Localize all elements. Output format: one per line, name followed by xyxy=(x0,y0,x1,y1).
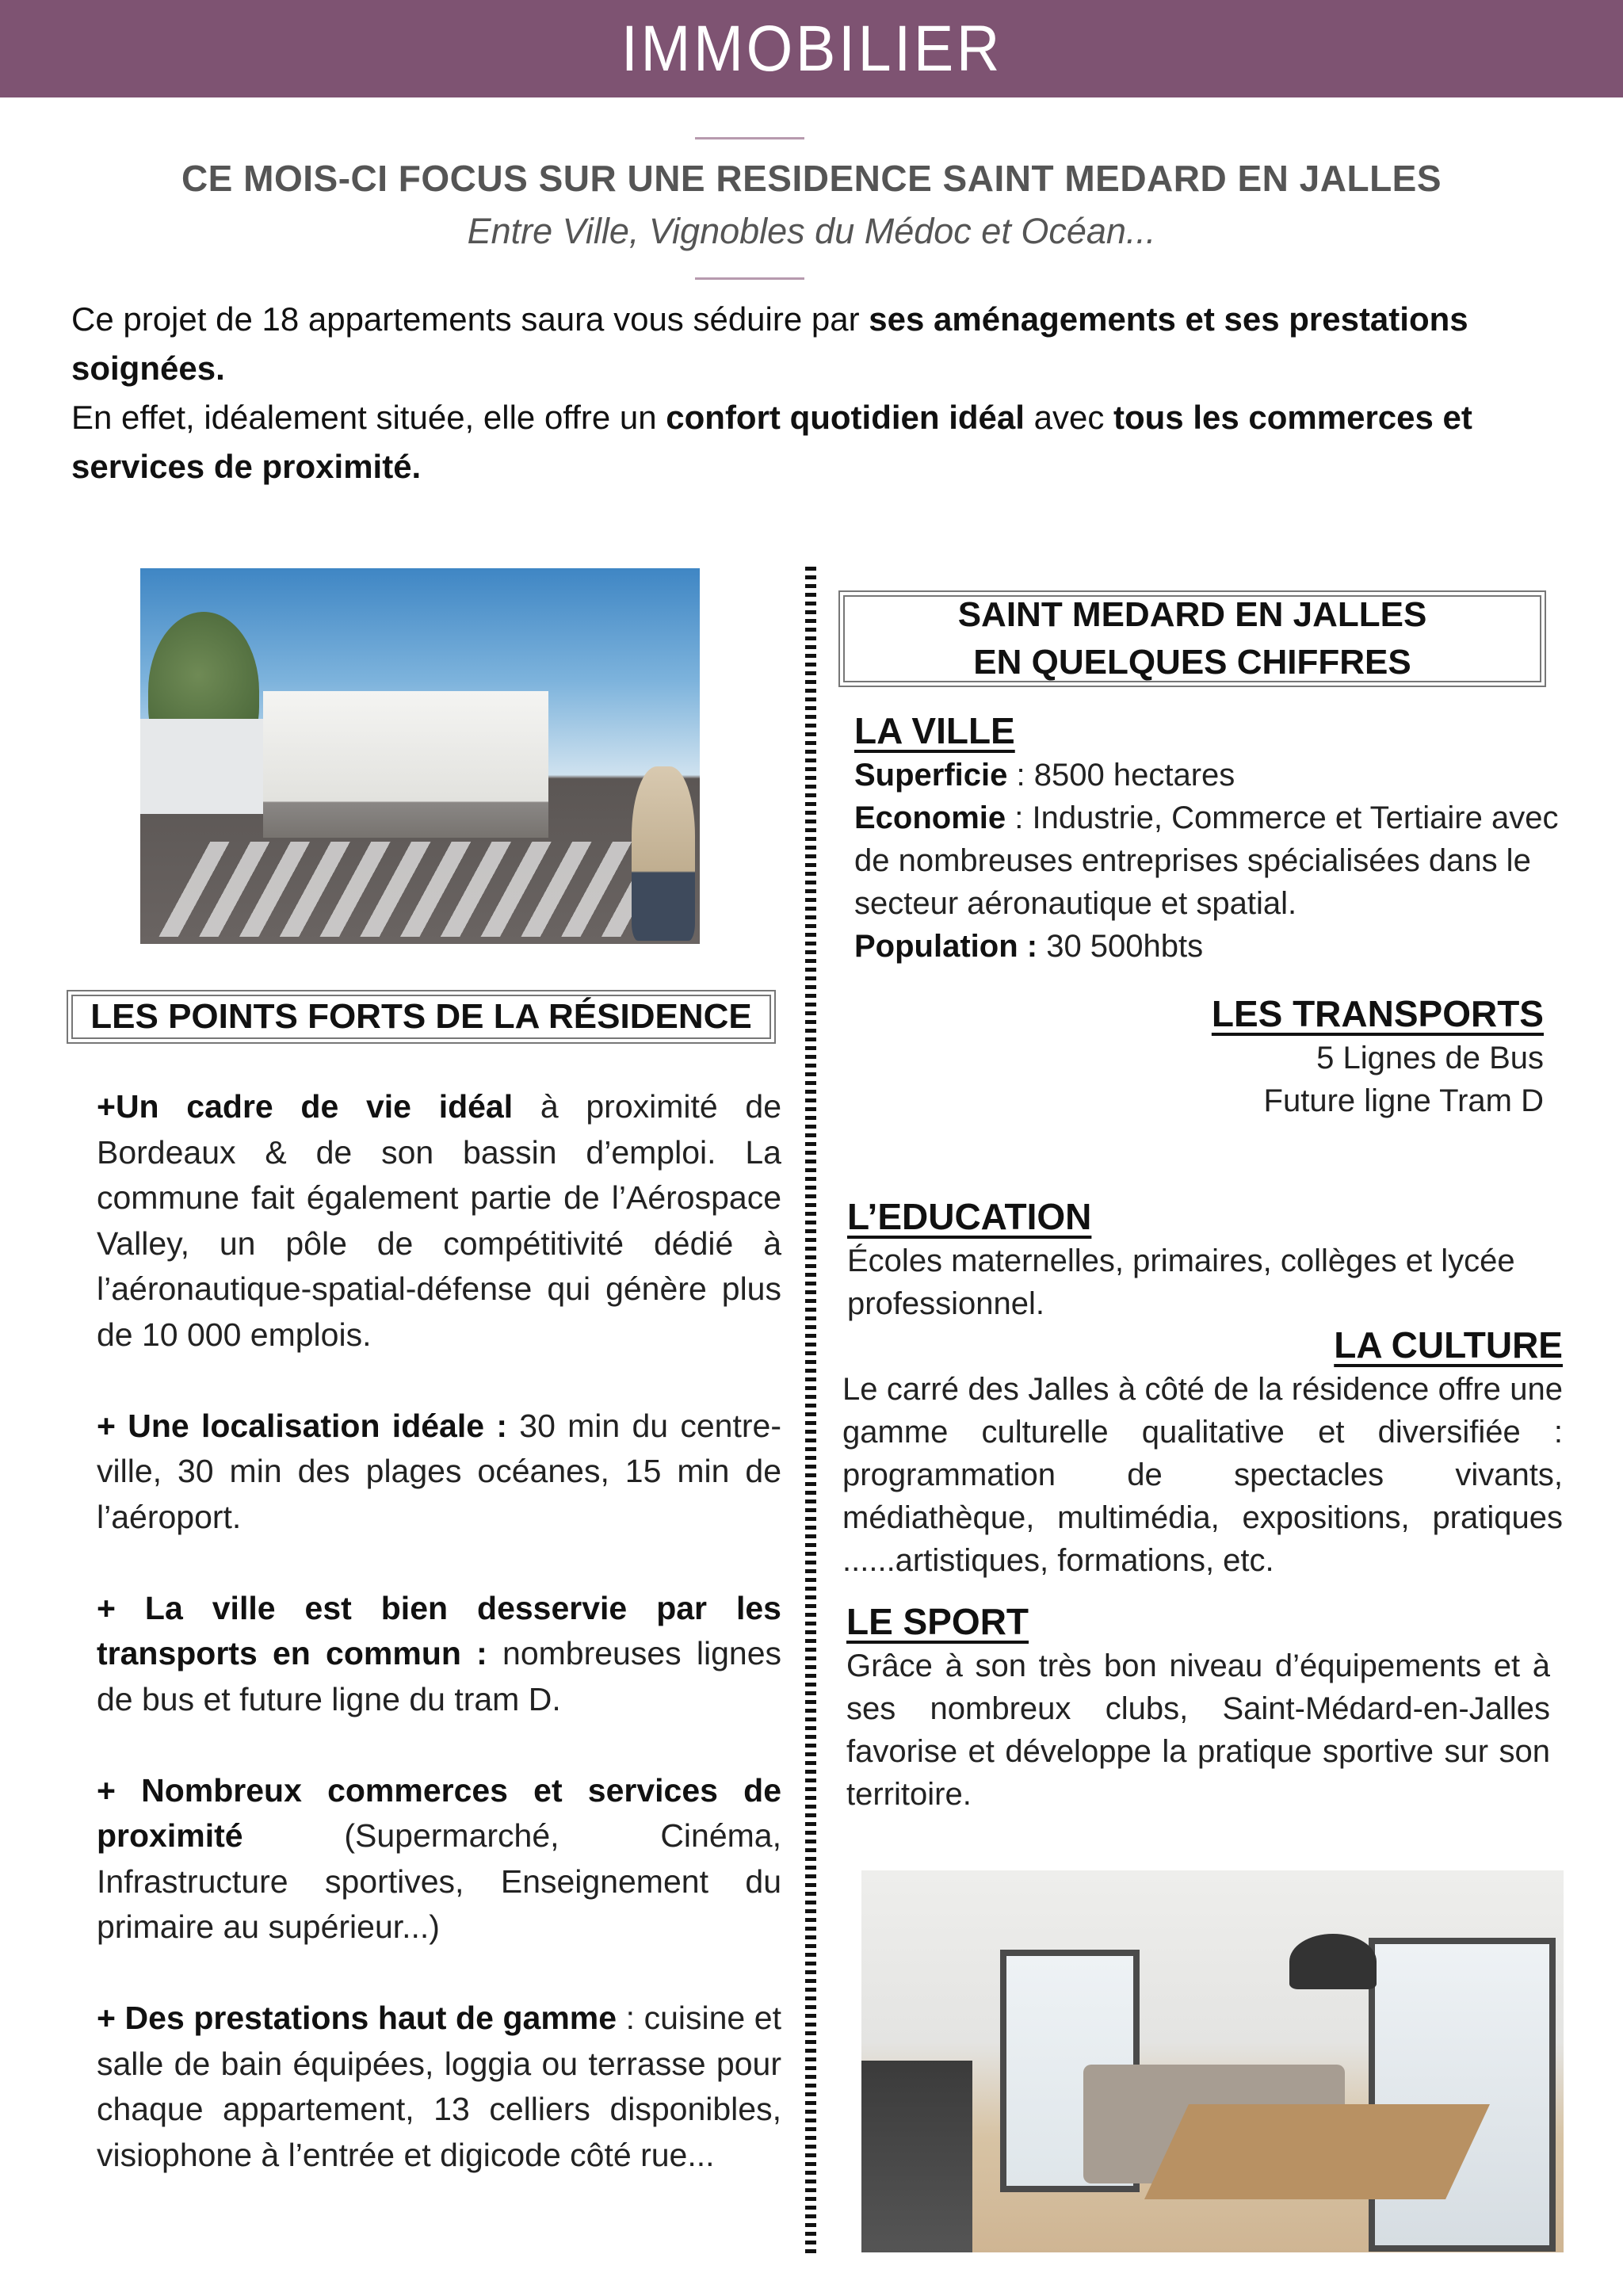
culture-heading: LA CULTURE xyxy=(1334,1324,1563,1366)
intro-text: Ce projet de 18 appartements saura vous séduire par xyxy=(71,300,869,338)
point-text: 30 min du centre-ville, 30 min des plages océanes, 15 min de l’aéroport. xyxy=(97,1407,781,1535)
pendant-lamp-shape xyxy=(1289,1934,1377,1989)
decorative-rule-top xyxy=(695,137,804,139)
kitchen-shape xyxy=(861,2061,972,2252)
pedestrians-shape xyxy=(632,766,695,941)
point-bold: + Des prestations haut de gamme xyxy=(97,2000,617,2036)
intro-bold: confort quotidien idéal xyxy=(666,399,1025,436)
sport-text: Grâce à son très bon niveau d’équipements et à ses nombreux clubs, Saint-Médard-en-Jalles favorise et développe la pratique sportive sur son territoire. xyxy=(846,1648,1550,1812)
points-forts-title-box xyxy=(67,990,776,1044)
tagline: Entre Ville, Vignobles du Médoc et Océan... xyxy=(467,211,1156,251)
ville-population xyxy=(854,925,1568,968)
points-forts-title: LES POINTS FORTS DE LA RÉSIDENCE xyxy=(71,995,771,1039)
section-sport xyxy=(846,1599,1550,1816)
point-text: à proximité de Bordeaux & de son bassin d’emploi. La commune fait également partie de l’Aérospace Valley, un pôle de compétitivité dédié à l’aéronautique-spatial-défense qui génère plus de 10 000 emplois. xyxy=(97,1088,782,1353)
section-education xyxy=(847,1194,1560,1325)
sport-heading: LE SPORT xyxy=(846,1601,1029,1642)
chiffres-title-line1: SAINT MEDARD EN JALLES xyxy=(957,595,1427,634)
transports-line: Future ligne Tram D xyxy=(1263,1083,1544,1118)
point-bold: + Nombreux commerces et services de proximité xyxy=(97,1771,781,1854)
crosswalk-shape xyxy=(155,842,665,937)
list-item xyxy=(97,1768,781,1950)
section-culture xyxy=(842,1322,1563,1582)
intro-bold: ses aménagements et ses prestations soignées. xyxy=(71,300,1468,387)
value: : Industrie, Commerce et Tertiaire avec de nombreuses entreprises spécialisées dans le secteur aéronautique et spatial. xyxy=(854,800,1559,921)
section-ville xyxy=(854,708,1568,968)
window-shape xyxy=(1369,1938,1556,2252)
point-bold: + Une localisation idéale : xyxy=(97,1407,507,1444)
intro-text: En effet, idéalement située, elle offre un xyxy=(71,399,666,436)
point-bold: + La ville est bien desservie par les transports en commun : xyxy=(97,1589,781,1671)
chiffres-title-line2: EN QUELQUES CHIFFRES xyxy=(973,643,1411,682)
point-bold: +Un cadre de vie idéal xyxy=(97,1088,514,1125)
column-divider xyxy=(805,567,816,2253)
value: 30 500hbts xyxy=(1037,929,1204,964)
subtitle: CE MOIS-CI FOCUS SUR UNE RESIDENCE SAINT MEDARD EN JALLES xyxy=(181,158,1442,199)
chiffres-title-box xyxy=(838,590,1546,687)
page-title: IMMOBILIER xyxy=(621,12,1002,85)
intro-text: avec xyxy=(1024,399,1113,436)
ville-superficie xyxy=(854,754,1568,797)
label: Population : xyxy=(854,929,1038,964)
list-item xyxy=(97,1586,781,1723)
point-text: (Supermarché, Cinéma, Infrastructure sportives, Enseignement du primaire au supérieur...) xyxy=(97,1817,781,1945)
residence-building-shape xyxy=(263,691,548,838)
list-item xyxy=(97,1084,781,1358)
list-item xyxy=(97,1404,781,1541)
ville-heading: LA VILLE xyxy=(854,710,1015,751)
value: : 8500 hectares xyxy=(1007,758,1235,793)
intro-paragraph xyxy=(71,295,1561,491)
section-transports xyxy=(1109,991,1544,1122)
background-building-shape xyxy=(140,719,267,814)
decorative-rule-bottom xyxy=(695,277,804,280)
transports-heading: LES TRANSPORTS xyxy=(1211,993,1544,1034)
points-forts-list xyxy=(97,1084,781,2224)
label: Economie xyxy=(854,800,1006,835)
transports-line: 5 Lignes de Bus xyxy=(1316,1041,1544,1075)
label: Superficie xyxy=(854,758,1008,793)
intro-bold: tous les commerces et services de proximité. xyxy=(71,399,1472,485)
residence-exterior-image xyxy=(140,568,700,944)
point-text: nombreuses lignes de bus et future ligne du tram D. xyxy=(97,1635,781,1717)
ville-economie xyxy=(854,797,1568,925)
list-item xyxy=(97,1996,781,2178)
culture-text: Le carré des Jalles à côté de la résidence offre une gamme culturelle qualitative et diversifiée : programmation de spectacles vivants, médiathèque, multimédia, expositions, pratiques ......artistiques, formations, etc. xyxy=(842,1372,1563,1578)
education-text: Écoles maternelles, primaires, collèges et lycée professionnel. xyxy=(847,1244,1515,1321)
apartment-interior-image xyxy=(861,1870,1564,2252)
point-text: : cuisine et salle de bain équipées, loggia ou terrasse pour chaque appartement, 13 celliers disponibles, visiophone à l’entrée et digicode côté rue... xyxy=(97,2000,781,2173)
education-heading: L’EDUCATION xyxy=(847,1196,1092,1237)
chiffres-title xyxy=(843,595,1541,682)
header-banner xyxy=(0,0,1623,97)
dining-table-shape xyxy=(1144,2104,1490,2199)
